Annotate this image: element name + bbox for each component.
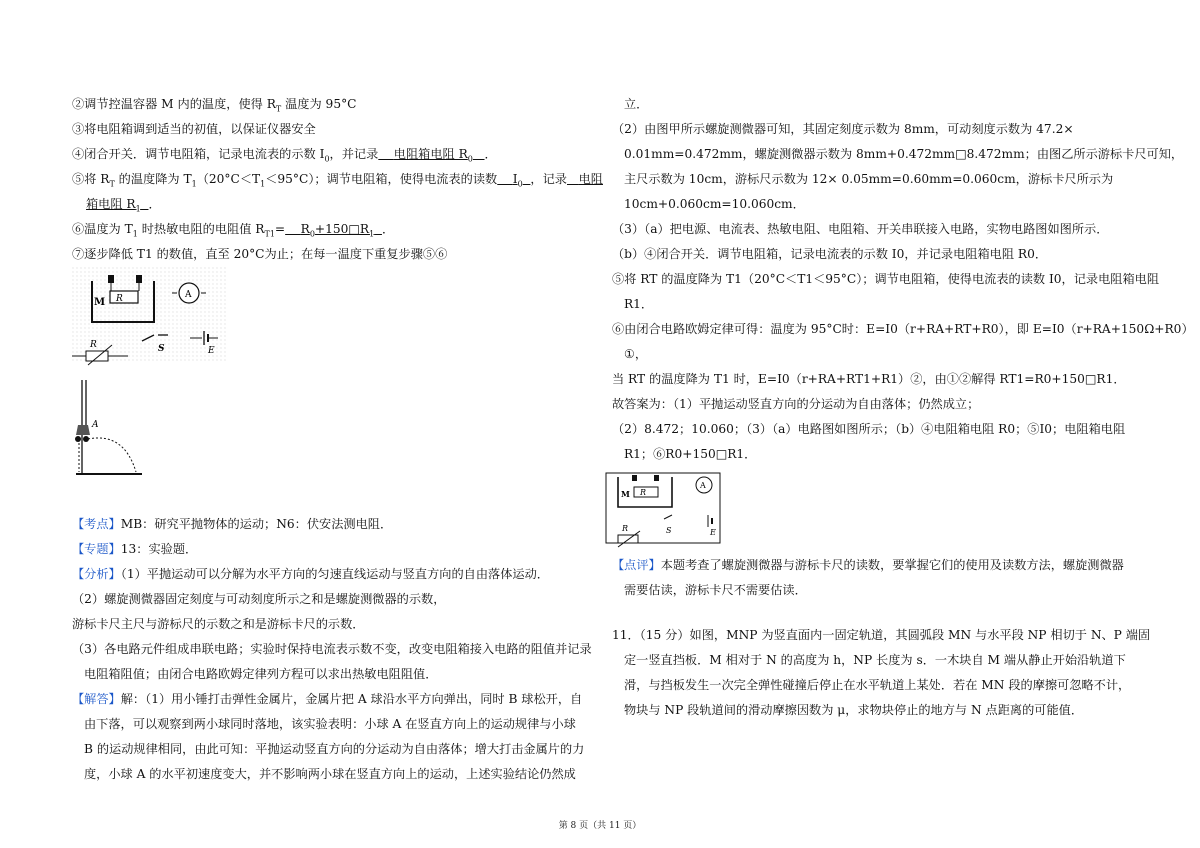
r-line-13: 故答案为：（1）平抛运动竖直方向的分运动为自由落体；仍然成立； — [612, 397, 980, 411]
dianping-tag: 【点评】 — [612, 558, 661, 572]
r-line-4: 主尺示数为 10cm，游标尺示数为 12× 0.05mm=0.60mm=0.060cm，游标卡尺所示为 — [624, 172, 1114, 186]
kaodian-line: 【考点】MB：研究平抛物体的运动；N6：伏安法测电阻． — [72, 517, 393, 531]
jieda-line-4: 度，小球 A 的水平初速度变大，并不影响两小球在竖直方向上的运动，上述实验结论仍然成 — [84, 767, 576, 781]
circuit-figure — [72, 267, 232, 512]
circuit-figure-right — [612, 467, 1128, 553]
jieda-line-3: B 的运动规律相同，由此可知：平抛运动竖直方向的分运动为自由落体；增大打击金属片的力 — [84, 742, 585, 756]
zhuanti-line: 【专题】13：实验题． — [72, 542, 198, 556]
r-line-5: 10cm+0.060cm=10.060cm． — [624, 197, 805, 211]
r-line-8: ⑤将 RT 的温度降为 T1（20°C＜T1＜95°C）；调节电阻箱，使得电流表的读数 I0，记录电阻箱电阻 — [612, 272, 1160, 286]
fenxi-line-1: 【分析】（1）平抛运动可以分解为水平方向的匀速直线运动与竖直方向的自由落体运动． — [72, 567, 549, 581]
step-3: ③将电阻箱调到适当的初值，以保证仪器安全 — [72, 122, 316, 136]
step-7: ⑦逐步降低 T1 的数值，直至 20°C为止；在每一温度下重复步骤⑤⑥ — [72, 247, 448, 261]
fenxi-line-2: （2）螺旋测微器固定刻度与可动刻度所示之和是螺旋测微器的示数， — [72, 592, 446, 606]
ammeter-label: A — [185, 290, 192, 300]
r-line-15: R1；⑥R0+150□R1． — [624, 447, 757, 461]
jieda-line-2: 由下落，可以观察到两小球同时落地，该实验表明：小球 A 在竖直方向上的运动规律与小球 — [84, 717, 576, 731]
fenxi-tag: 【分析】 — [72, 567, 121, 581]
rbox-label-right: R — [622, 524, 629, 533]
r-line-14: （2）8.472；10.060；（3）（a）电路图如图所示；（b）④电阻箱电阻 R0；⑤I0；电阻箱电阻 — [612, 422, 1126, 436]
rbox-label: R — [90, 340, 97, 350]
rt-label: R — [116, 294, 123, 304]
figure-area — [72, 267, 588, 512]
r-line-10: ⑥由闭合电路欧姆定律可得：温度为 95°C时：E=I0（r+RA+RT+R0），即 E=I0（r+RA+150Ω+R0） — [612, 322, 1194, 336]
fenxi-line-3: 游标卡尺主尺与游标尺的示数之和是游标卡尺的示数． — [72, 617, 365, 631]
q11-line-4: 物块与 NP 段轨道间的滑动摩擦因数为 μ，求物块停止的地方与 N 点距离的可能值． — [624, 703, 1084, 717]
ammeter-label-right: A — [700, 481, 706, 490]
q11-line-3: 滑，与挡板发生一次完全弹性碰撞后停止在水平轨道上某处．若在 MN 段的摩擦可忽略不计， — [624, 678, 1131, 692]
dianping-line-1: 【点评】本题考查了螺旋测微器与游标卡尺的读数，要掌握它们的使用及读数方法，螺旋测微器 — [612, 558, 1124, 572]
r-line-12: 当 RT 的温度降为 T1 时，E=I0（r+RA+RT1+R1）②，由①②解得 RT1=R0+150□R1． — [612, 372, 1126, 386]
r-line-1: 立． — [624, 97, 649, 111]
step-6: ⑥温度为 $T_1$ 时热敏电阻的电阻值 $R_{T1}=$ $R_0+150□R_1$ ． — [72, 222, 395, 239]
battery-label: E — [208, 346, 215, 356]
switch-label-right: S — [666, 526, 672, 535]
spacer — [612, 603, 1128, 623]
left-column — [72, 92, 603, 787]
ball-a-label: A — [92, 420, 99, 430]
r-line-6: （3）（a）把电源、电流表、热敏电阻、电阻箱、开关串联接入电路，实物电路图如图所示． — [612, 222, 1109, 236]
step-5: ⑤将 $R_T$ 的温度降为 $T_1(20^\circ C<T_1<95^\circ C)$；调节电阻箱，使得电流表的读数 $I_0$ ，记录 电阻 — [72, 172, 603, 189]
q11-line-1: 11．（15 分）如图，MNP 为竖直面内一固定轨道，其圆弧段 MN 与水平段 NP 相切于 N、P 端固 — [612, 628, 1151, 642]
right-column — [612, 92, 1194, 723]
step-4: ④闭合开关．调节电阻箱，记录电流表的示数 $I_0$，并记录 电阻箱电阻 $R_0$ ． — [72, 147, 497, 164]
r-line-7: （b）④闭合开关．调节电阻箱，记录电流表的示数 I0，并记录电阻箱电阻 R0． — [612, 247, 1048, 261]
fenxi-line-5: 电阻箱阻值；由闭合电路欧姆定律列方程可以求出热敏电阻阻值． — [84, 667, 438, 681]
page-footer: 第 8 页（共 11 页） — [558, 821, 642, 831]
r-line-3: 0.01mm=0.472mm，螺旋测微器示数为 8mm+0.472mm□8.472mm；由图乙所示游标卡尺可知， — [624, 147, 1184, 161]
m-label: M — [94, 297, 106, 308]
r-line-9: R1． — [624, 297, 654, 311]
dianping-line-2: 需要估读，游标卡尺不需要估读． — [624, 583, 807, 597]
step-2: ②调节控温容器 M 内的温度，使得 $R_T$ 温度为 95°C — [72, 97, 357, 114]
circuit-diagram — [604, 467, 734, 551]
rt-label-right: R — [640, 488, 647, 497]
m-label-right: M — [621, 489, 630, 499]
step-5-cont: 箱电阻 $R_1$ ． — [86, 197, 161, 214]
q11-line-2: 定一竖直挡板．M 相对于 N 的高度为 h，NP 长度为 s．一木块自 M 端从静止开始沿轨道下 — [624, 653, 1126, 667]
fenxi-line-4: （3）各电路元件组成串联电路；实验时保持电流表示数不变，改变电阻箱接入电路的阻值并记录 — [72, 642, 592, 656]
battery-label-right: E — [710, 528, 716, 537]
switch-label: S — [158, 344, 165, 354]
jieda-line-1: 【解答】解：（1）用小锤打击弹性金属片，金属片把 A 球沿水平方向弹出，同时 B 球松开，自 — [72, 692, 583, 706]
zhuanti-tag: 【专题】 — [72, 542, 121, 556]
kaodian-tag: 【考点】 — [72, 517, 121, 531]
r-line-2: （2）由图甲所示螺旋测微器可知，其固定刻度示数为 8mm，可动刻度示数为 47.2× — [612, 122, 1074, 136]
r-line-11: ①， — [624, 347, 648, 361]
jieda-tag: 【解答】 — [72, 692, 121, 706]
